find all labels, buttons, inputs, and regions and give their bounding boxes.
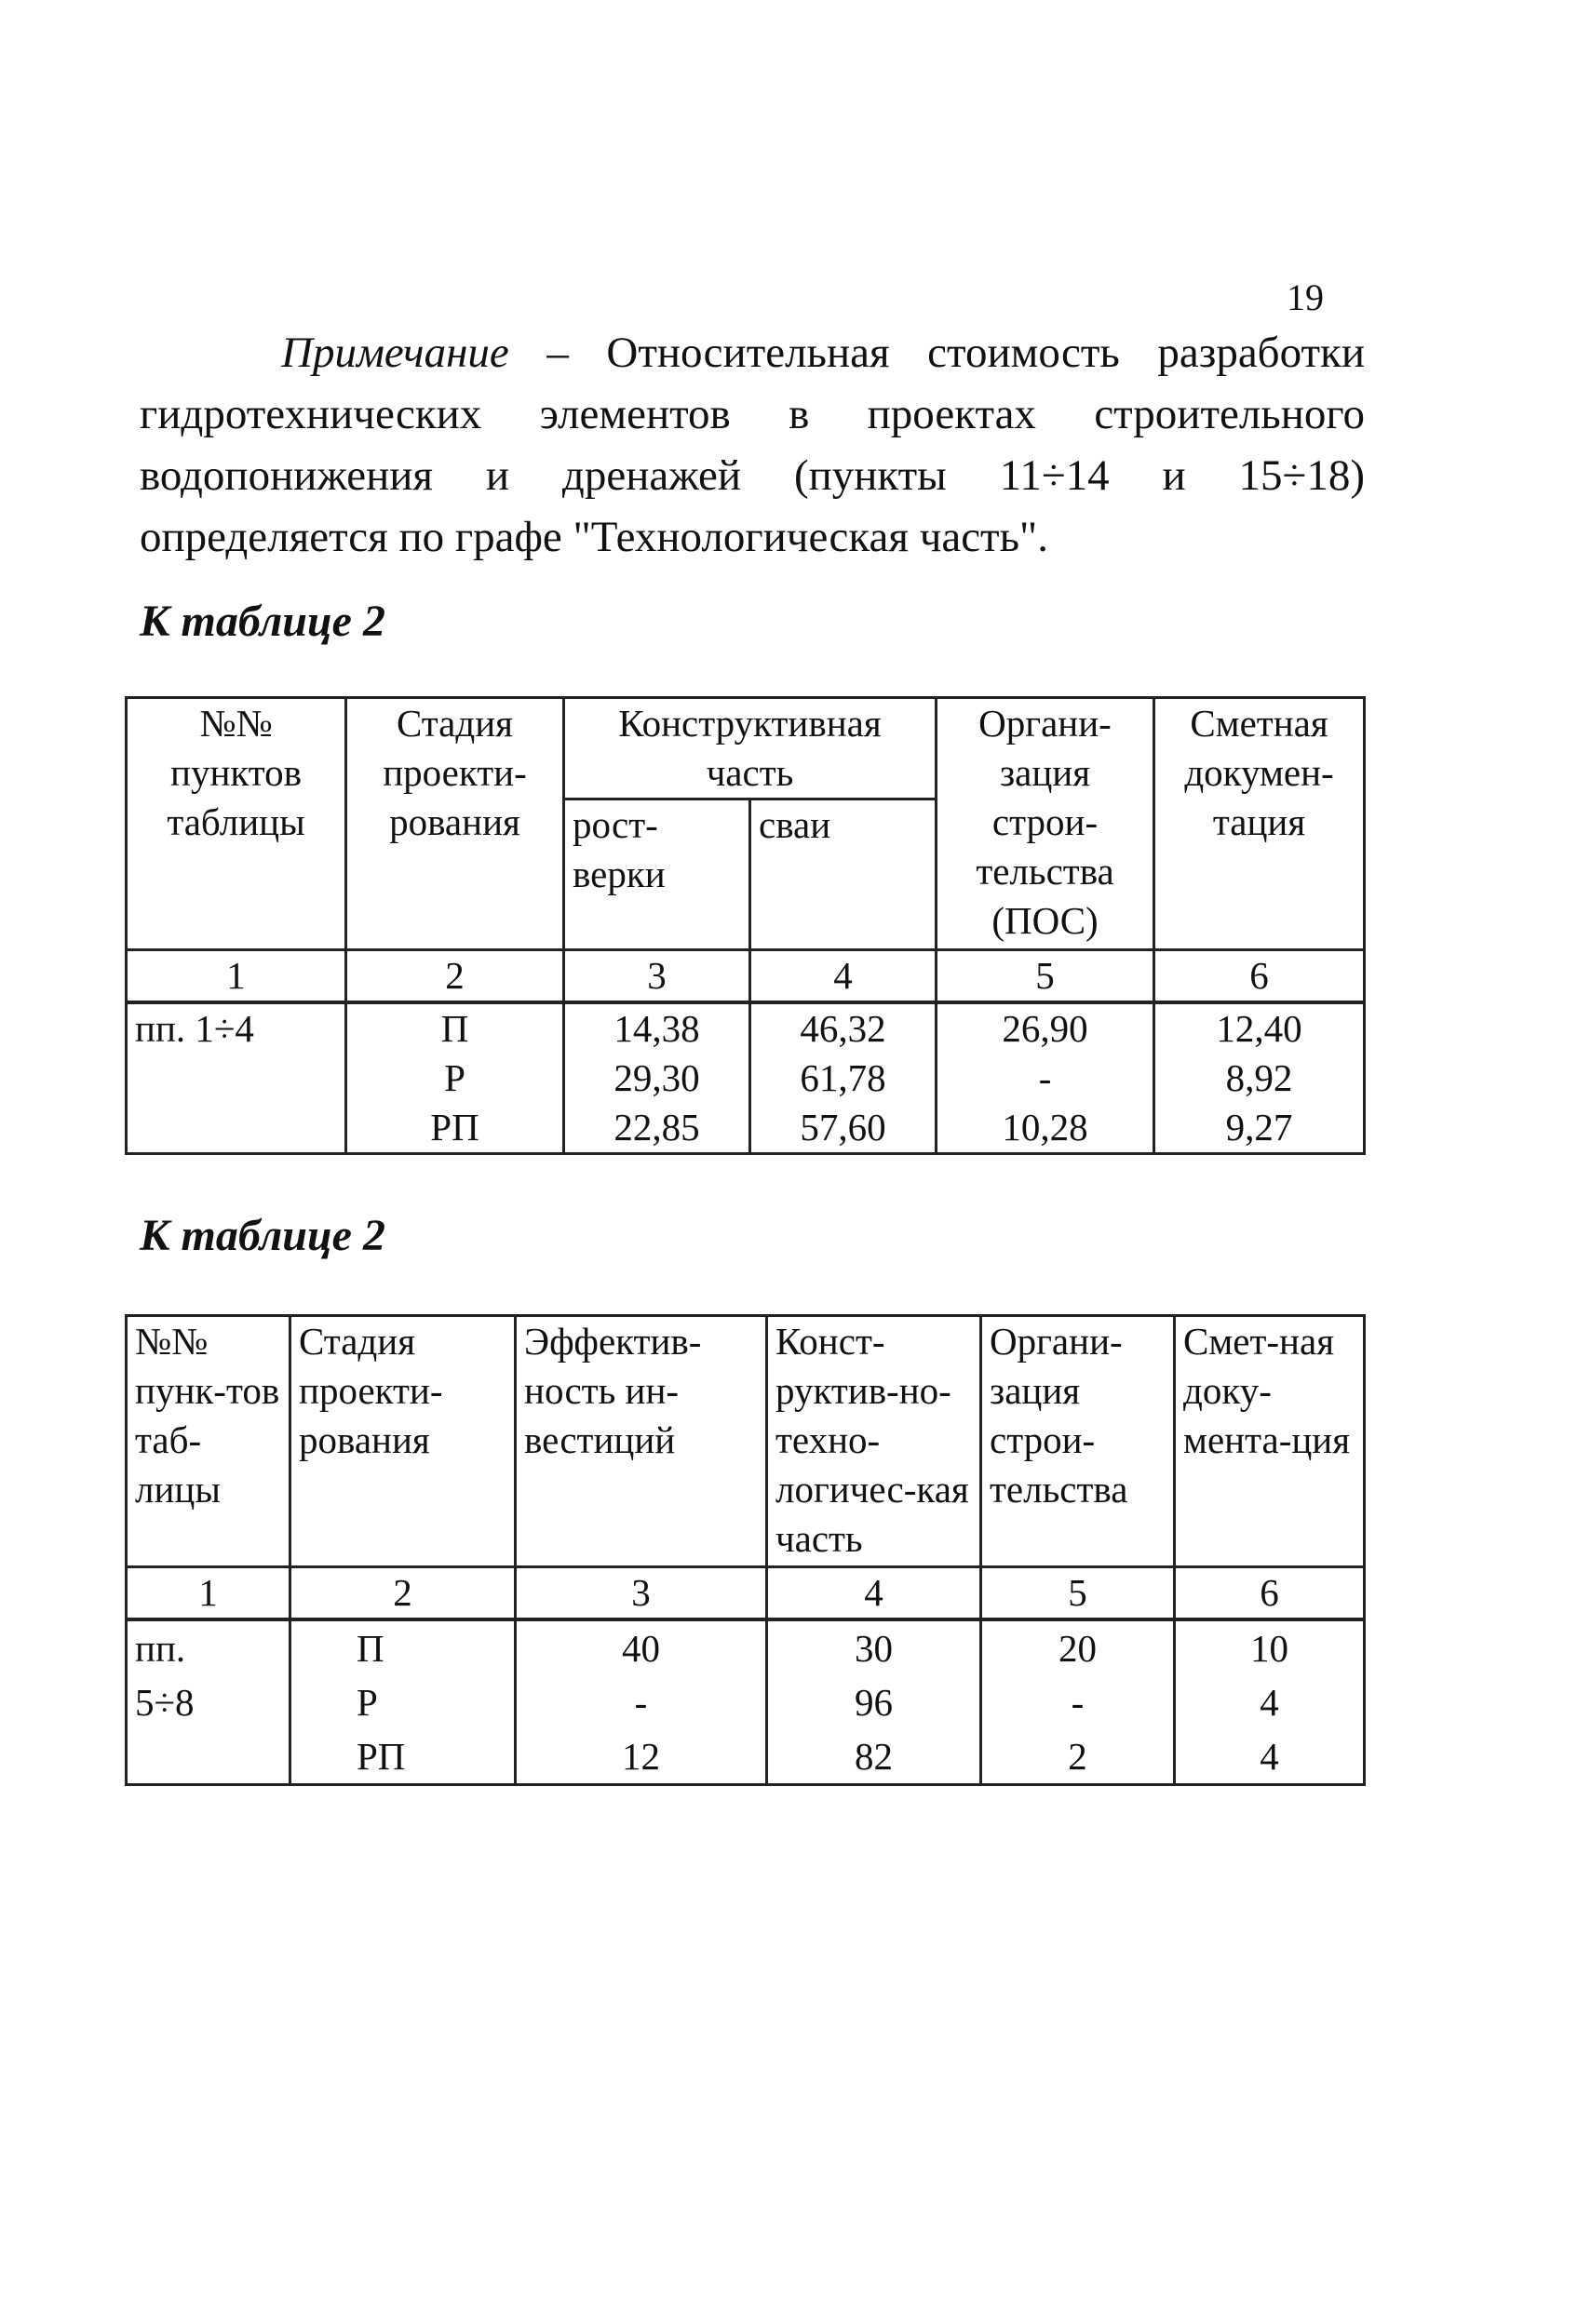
table2-header-col2: Стадия проекти-рования bbox=[290, 1316, 516, 1567]
table1-col3-cell bbox=[564, 1002, 750, 1154]
table2-header-col3: Эффектив-ность ин-вестиций bbox=[516, 1316, 767, 1567]
table1-header-row bbox=[127, 698, 1365, 799]
table1-value: - bbox=[1038, 1056, 1052, 1099]
table2-stage: РП bbox=[357, 1735, 406, 1778]
table1-header-col3: рост-верки bbox=[564, 799, 750, 950]
table1-header-col2: Стадия проекти-рования bbox=[346, 698, 564, 950]
table1-value: 10,28 bbox=[1002, 1106, 1088, 1149]
table1-value: 22,85 bbox=[613, 1106, 700, 1149]
table1-stage-cell bbox=[346, 1002, 564, 1154]
table1-value: 12,40 bbox=[1216, 1007, 1302, 1050]
table2-data-row bbox=[127, 1619, 1365, 1785]
table1-stage: РП bbox=[430, 1106, 479, 1149]
table2-value: 40 bbox=[622, 1627, 660, 1670]
note-text: – Относительная стоимость разработки гидротехнических элементов в проектах строительного водопонижения и дренажей (пункты 11÷14 и 15÷18) определяется по графе "Технологическая часть". bbox=[140, 329, 1365, 561]
table2-header-col6: Смет-ная доку-мента-ция bbox=[1175, 1316, 1365, 1567]
table2-stage-cell bbox=[290, 1619, 516, 1785]
table1-caption: К таблице 2 bbox=[140, 597, 385, 646]
table2-value: 10 bbox=[1250, 1627, 1288, 1670]
table1-colnum: 6 bbox=[1154, 950, 1365, 1003]
table1-number-row bbox=[127, 950, 1365, 1003]
table1-header-group: Конструктивная часть bbox=[564, 698, 937, 799]
table2-value: 82 bbox=[855, 1735, 893, 1778]
table2-value: 4 bbox=[1260, 1735, 1279, 1778]
table2-stage: Р bbox=[357, 1681, 378, 1724]
table2-value: 12 bbox=[622, 1735, 660, 1778]
table2-header-row bbox=[127, 1316, 1365, 1567]
table1-header-col4: сваи bbox=[750, 799, 937, 950]
table1-colnum: 5 bbox=[937, 950, 1154, 1003]
table2-number-row bbox=[127, 1567, 1365, 1620]
table1-value: 9,27 bbox=[1225, 1106, 1293, 1149]
table2-col6-cell bbox=[1175, 1619, 1365, 1785]
table1-header-col6: Сметная докумен-тация bbox=[1154, 698, 1365, 950]
table1-value: 8,92 bbox=[1225, 1056, 1293, 1099]
table1-row-label: пп. 1÷4 bbox=[127, 1002, 346, 1154]
table1-value: 61,78 bbox=[800, 1056, 886, 1099]
table2-colnum: 2 bbox=[290, 1567, 516, 1620]
table1-value: 14,38 bbox=[613, 1007, 700, 1050]
table1-stage: П bbox=[440, 1007, 469, 1050]
note-paragraph bbox=[140, 322, 1365, 568]
table2-value: 20 bbox=[1058, 1627, 1097, 1670]
table1-col5-cell bbox=[937, 1002, 1154, 1154]
table1-value: 26,90 bbox=[1002, 1007, 1088, 1050]
table2-caption: К таблице 2 bbox=[140, 1211, 385, 1260]
table1-colnum: 1 bbox=[127, 950, 346, 1003]
table1-colnum: 3 bbox=[564, 950, 750, 1003]
table2-value: - bbox=[1071, 1681, 1085, 1724]
table2-col5-cell bbox=[981, 1619, 1175, 1785]
table2-row-label-line: пп. bbox=[135, 1627, 186, 1670]
table1-header-col1: №№ пунктов таблицы bbox=[127, 698, 346, 950]
note-label: Примечание bbox=[281, 329, 509, 377]
table2-header-col5: Органи-зация строи-тельства bbox=[981, 1316, 1175, 1567]
table2-colnum: 1 bbox=[127, 1567, 290, 1620]
table2-colnum: 6 bbox=[1175, 1567, 1365, 1620]
table2-row-label bbox=[127, 1619, 290, 1785]
table2-colnum: 4 bbox=[767, 1567, 981, 1620]
table2-stage: П bbox=[357, 1627, 384, 1670]
table1-value: 46,32 bbox=[800, 1007, 886, 1050]
table2-header-col1: №№ пунк-тов таб-лицы bbox=[127, 1316, 290, 1567]
table2-value: 30 bbox=[855, 1627, 893, 1670]
table2-col4-cell bbox=[767, 1619, 981, 1785]
table2-value: 96 bbox=[855, 1681, 893, 1724]
table1-value: 29,30 bbox=[613, 1056, 700, 1099]
table1-stage: Р bbox=[444, 1056, 465, 1099]
table2-value: - bbox=[634, 1681, 648, 1724]
table2-value: 2 bbox=[1068, 1735, 1087, 1778]
table1-value: 57,60 bbox=[800, 1106, 886, 1149]
table1 bbox=[125, 696, 1366, 1155]
table2-col3-cell bbox=[516, 1619, 767, 1785]
page-number: 19 bbox=[1287, 276, 1324, 318]
table2-row-label-line: 5÷8 bbox=[135, 1681, 195, 1724]
table1-col6-cell bbox=[1154, 1002, 1365, 1154]
table2-colnum: 5 bbox=[981, 1567, 1175, 1620]
table2-header-col4: Конст-руктив-но-техно-логичес-кая часть bbox=[767, 1316, 981, 1567]
table2-value: 4 bbox=[1260, 1681, 1279, 1724]
table1-col4-cell bbox=[750, 1002, 937, 1154]
table2 bbox=[125, 1314, 1366, 1786]
table1-header-col5: Органи-зация строи-тельства (ПОС) bbox=[937, 698, 1154, 950]
table2-colnum: 3 bbox=[516, 1567, 767, 1620]
table1-data-row bbox=[127, 1002, 1365, 1154]
table1-colnum: 4 bbox=[750, 950, 937, 1003]
table1-colnum: 2 bbox=[346, 950, 564, 1003]
